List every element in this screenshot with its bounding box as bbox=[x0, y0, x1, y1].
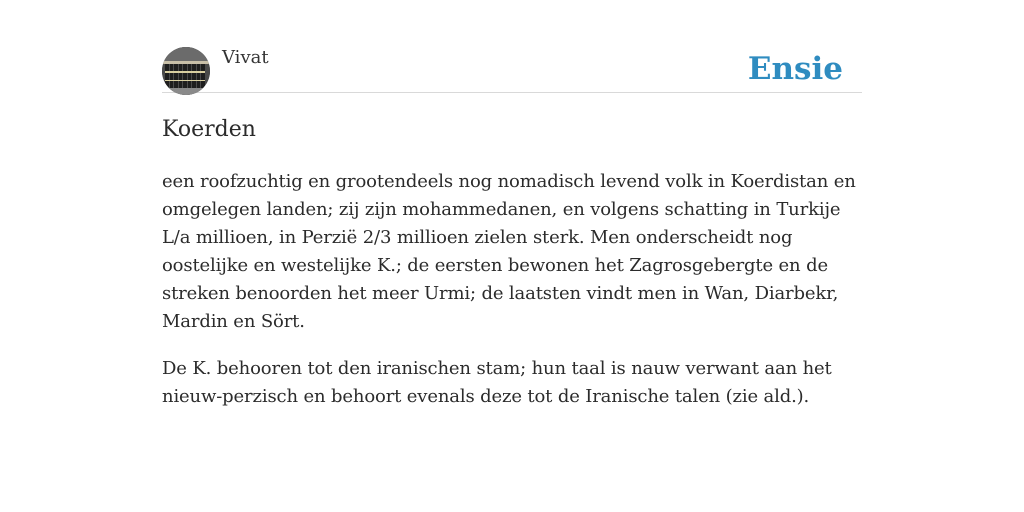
brand-logo[interactable]: Ensie bbox=[747, 51, 843, 87]
site-name[interactable]: Vivat bbox=[222, 47, 269, 68]
article-title: Koerden bbox=[162, 117, 256, 142]
article-body bbox=[162, 168, 862, 430]
site-header bbox=[162, 46, 862, 93]
article-paragraph: De K. behooren tot den iranischen stam; hun taal is nauw verwant aan het nieuw-perzisch en behoort evenals deze tot de Iranische talen (zie ald.). bbox=[162, 358, 832, 407]
article-paragraph: een roofzuchtig en grootendeels nog nomadisch levend volk in Koerdistan en omgelegen landen; zij zijn mohammedanen, en volgens schatting in Turkije L/a millioen, in Perzië 2/3 millioen zielen sterk. Men onderscheidt nog oostelijke en westelijke K.; de eersten bewonen het Zagrosgebergte en de streken benoorden het meer Urmi; de laatsten vindt men in Wan, Diarbekr, Mardin en Sört. bbox=[162, 171, 856, 332]
bookshelf-avatar-icon[interactable] bbox=[162, 47, 210, 95]
